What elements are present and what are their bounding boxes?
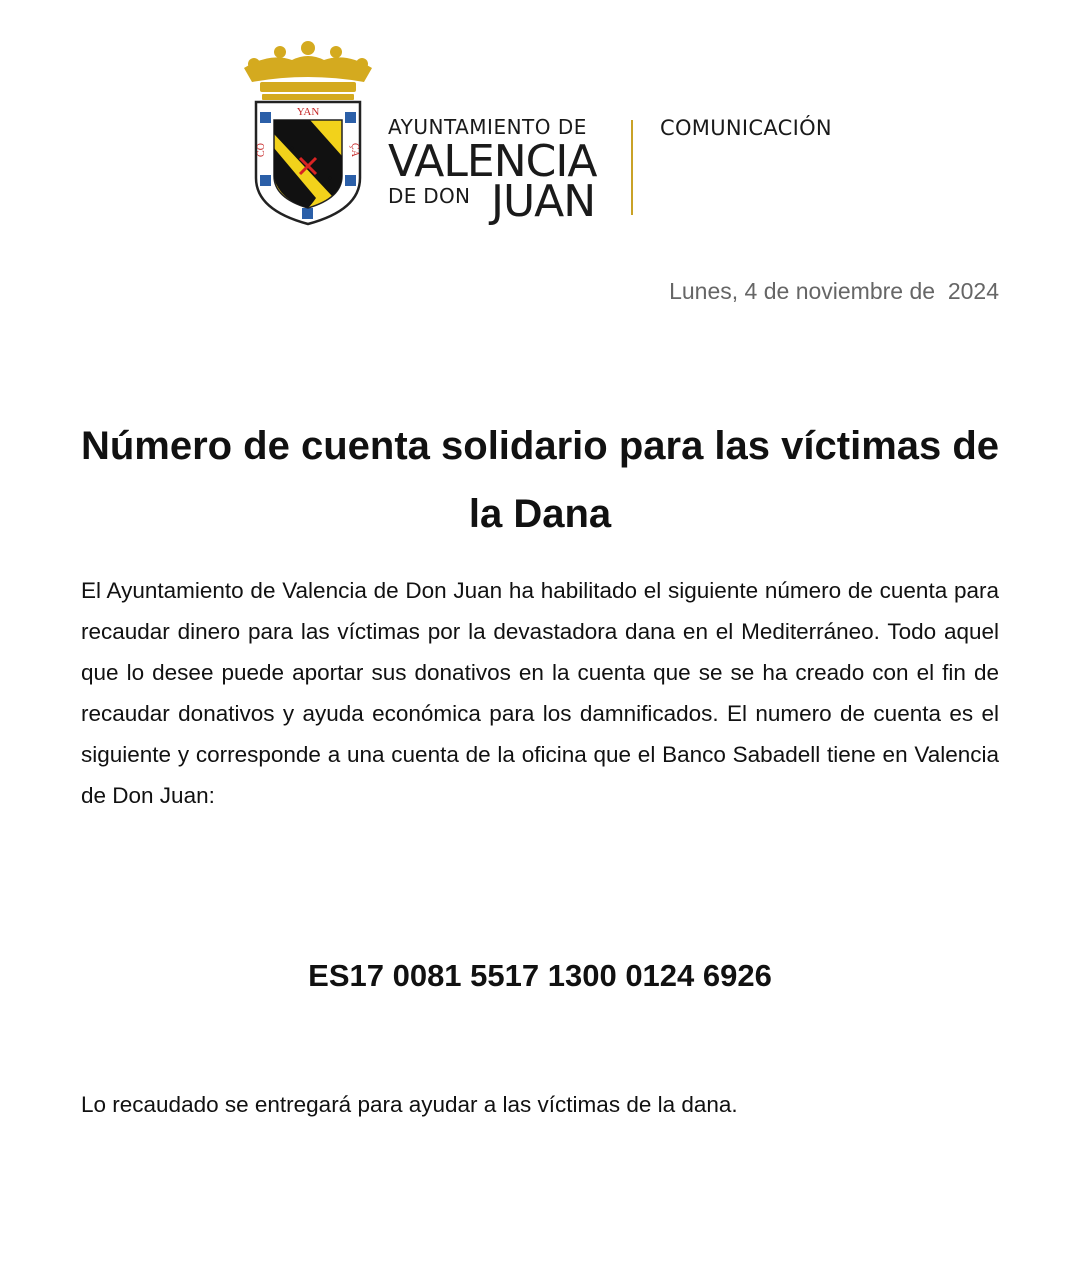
crown-icon	[244, 41, 372, 100]
org-name-line2: VALENCIA	[388, 136, 597, 187]
org-name-line3-small: DE DON	[388, 184, 471, 208]
document-title: Número de cuenta solidario para las víctimas de la Dana	[80, 424, 1000, 536]
org-name-line3-big: JUAN	[491, 176, 596, 227]
closing-paragraph: Lo recaudado se entregará para ayudar a las víctimas de la dana.	[81, 1092, 738, 1117]
svg-text:YAN: YAN	[296, 106, 320, 118]
org-name-line1: AYUNTAMIENTO DE	[388, 115, 587, 139]
svg-text:CO: CO	[256, 143, 267, 157]
letterhead	[240, 38, 880, 233]
document-date: Lunes, 4 de noviembre de 2024	[669, 278, 999, 304]
header-divider	[631, 120, 633, 215]
svg-text:ÇA: ÇA	[349, 143, 360, 157]
organization-name	[388, 116, 608, 228]
org-name-line3	[388, 176, 608, 228]
coat-of-arms-icon	[240, 38, 376, 228]
bank-account-number: ES17 0081 5517 1300 0124 6926	[308, 958, 772, 993]
body-paragraph: El Ayuntamiento de Valencia de Don Juan ha habilitado el siguiente número de cuenta para recaudar dinero para las víctimas por la devastadora dana en el Mediterráneo. Todo aquel que lo desee puede aportar sus donativos en la cuenta que se se ha creado con el fin de recaudar donativos y ayuda económica para los damnificados. El numero de cuenta es el siguiente y corresponde a una cuenta de la oficina que el Banco Sabadell tiene en Valencia de Don Juan:	[81, 578, 999, 808]
department-label: COMUNICACIÓN	[660, 116, 832, 140]
